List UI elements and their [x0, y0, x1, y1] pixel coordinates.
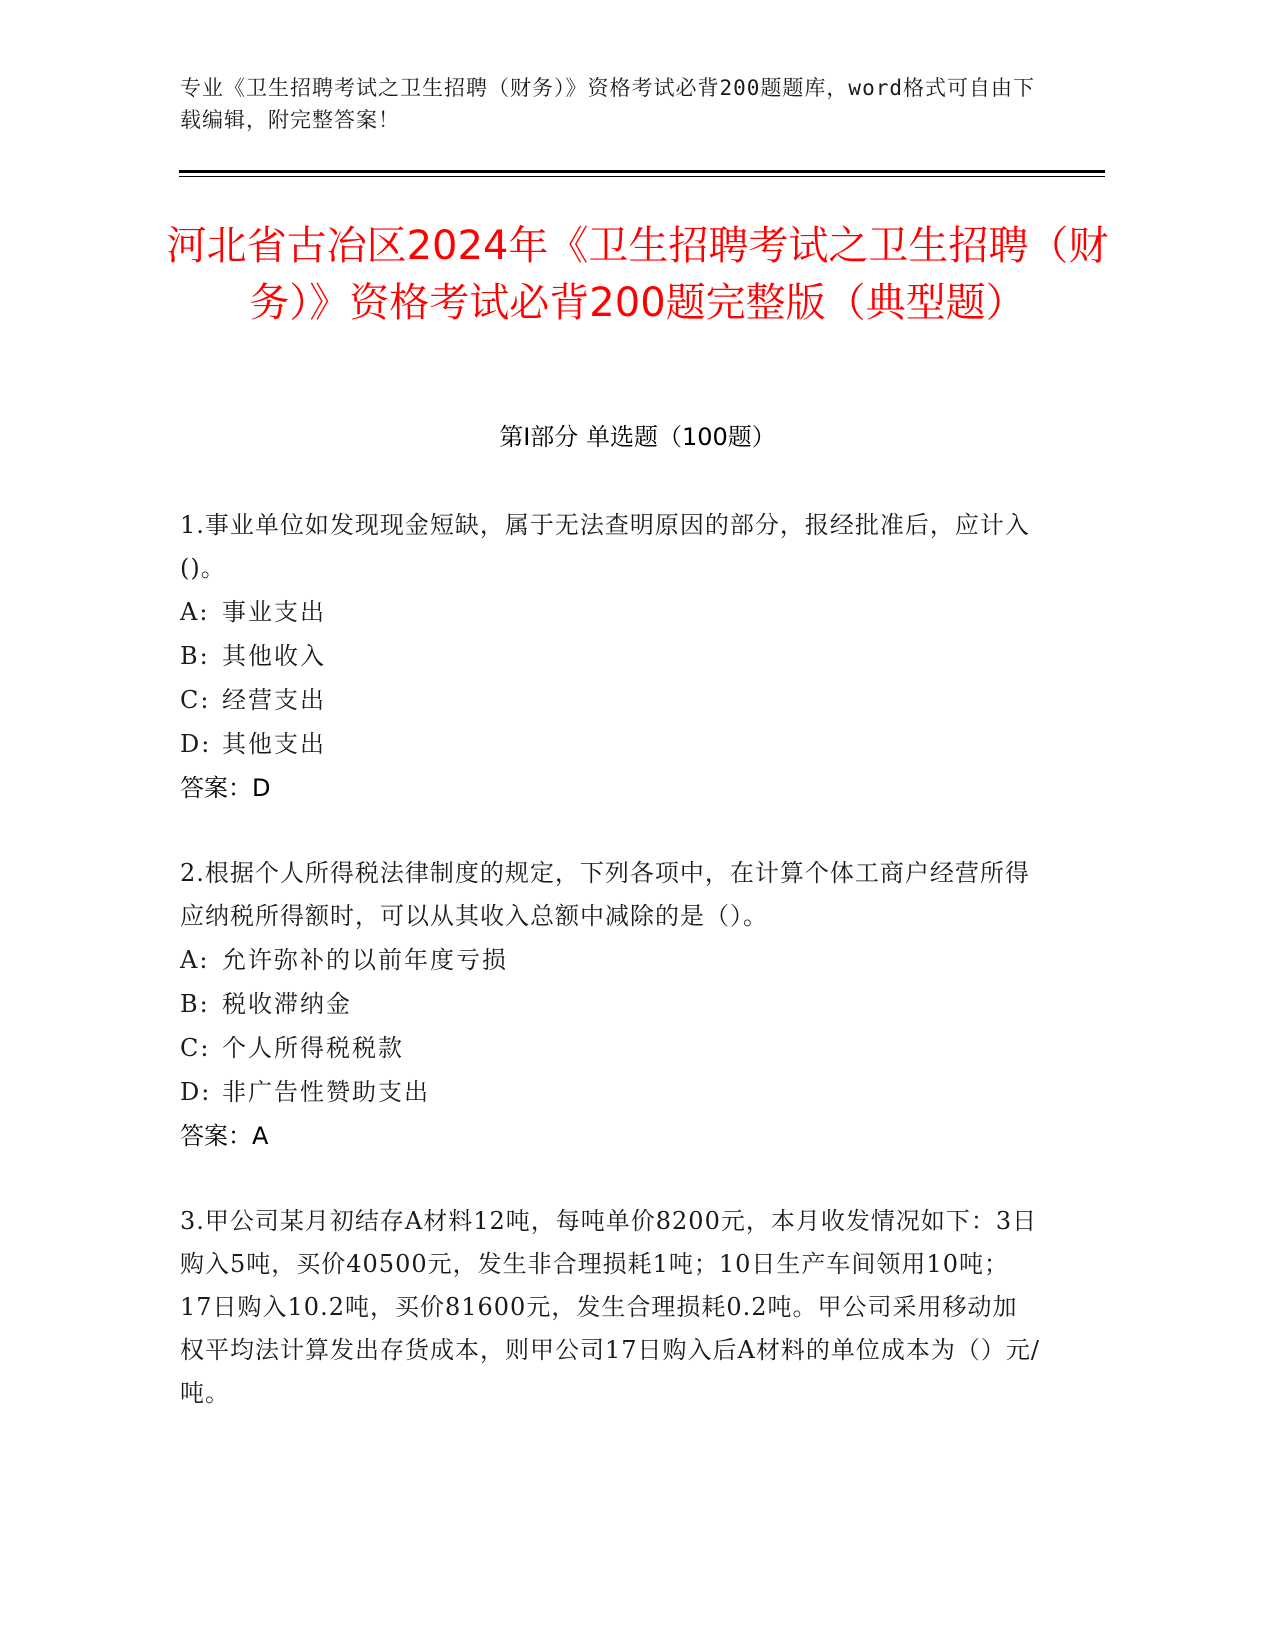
option-text: 个人所得税税款	[222, 1034, 404, 1062]
question-3	[180, 1200, 1040, 1415]
question-1	[180, 504, 1040, 810]
option-letter: C:	[180, 1034, 211, 1062]
question-stem: 3.甲公司某月初结存A材料12吨，每吨单价8200元，本月收发情况如下：3日购入5吨，买价40500元，发生非合理损耗1吨；10日生产车间领用10吨；17日购入10.2吨，买价81600元，发生合理损耗0.2吨。甲公司采用移动加权平均法计算发出存货成本，则甲公司17日购入后A材料的单位成本为（）元/吨。	[180, 1207, 1040, 1407]
option-letter: D:	[180, 1078, 212, 1106]
option-d	[180, 1070, 1040, 1114]
option-text: 经营支出	[222, 686, 326, 714]
question-2	[180, 852, 1040, 1158]
option-text: 其他收入	[222, 642, 326, 670]
option-b	[180, 634, 1040, 678]
header-divider-thin	[179, 176, 1105, 177]
answer: 答案：D	[180, 774, 271, 802]
section-heading: 第Ⅰ部分 单选题（100题）	[499, 423, 776, 451]
option-b	[180, 982, 1040, 1026]
question-stem: 1.事业单位如发现现金短缺，属于无法查明原因的部分，报经批准后，应计入()。	[180, 511, 1030, 582]
option-letter: C:	[180, 686, 211, 714]
option-letter: D:	[180, 730, 212, 758]
option-list	[180, 590, 1040, 766]
option-text: 允许弥补的以前年度亏损	[222, 946, 508, 974]
option-letter: B:	[180, 990, 210, 1018]
option-a	[180, 590, 1040, 634]
option-text: 事业支出	[222, 598, 326, 626]
option-d	[180, 722, 1040, 766]
option-letter: A:	[180, 946, 210, 974]
option-text: 税收滞纳金	[222, 990, 352, 1018]
option-c	[180, 1026, 1040, 1070]
option-letter: B:	[180, 642, 210, 670]
answer: 答案：A	[180, 1122, 269, 1150]
header-note: 专业《卫生招聘考试之卫生招聘（财务）》资格考试必背200题题库，word格式可自由下载编辑，附完整答案！	[180, 76, 1035, 132]
option-letter: A:	[180, 598, 210, 626]
option-list	[180, 938, 1040, 1114]
option-text: 其他支出	[222, 730, 326, 758]
option-c	[180, 678, 1040, 722]
document-title: 河北省古冶区2024年《卫生招聘考试之卫生招聘（财务）》资格考试必背200题完整版（典型题）	[166, 223, 1109, 326]
option-a	[180, 938, 1040, 982]
question-stem: 2.根据个人所得税法律制度的规定，下列各项中，在计算个体工商户经营所得应纳税所得额时，可以从其收入总额中减除的是（）。	[180, 859, 1030, 930]
header-divider-thick	[179, 170, 1105, 173]
option-text: 非广告性赞助支出	[222, 1078, 430, 1106]
